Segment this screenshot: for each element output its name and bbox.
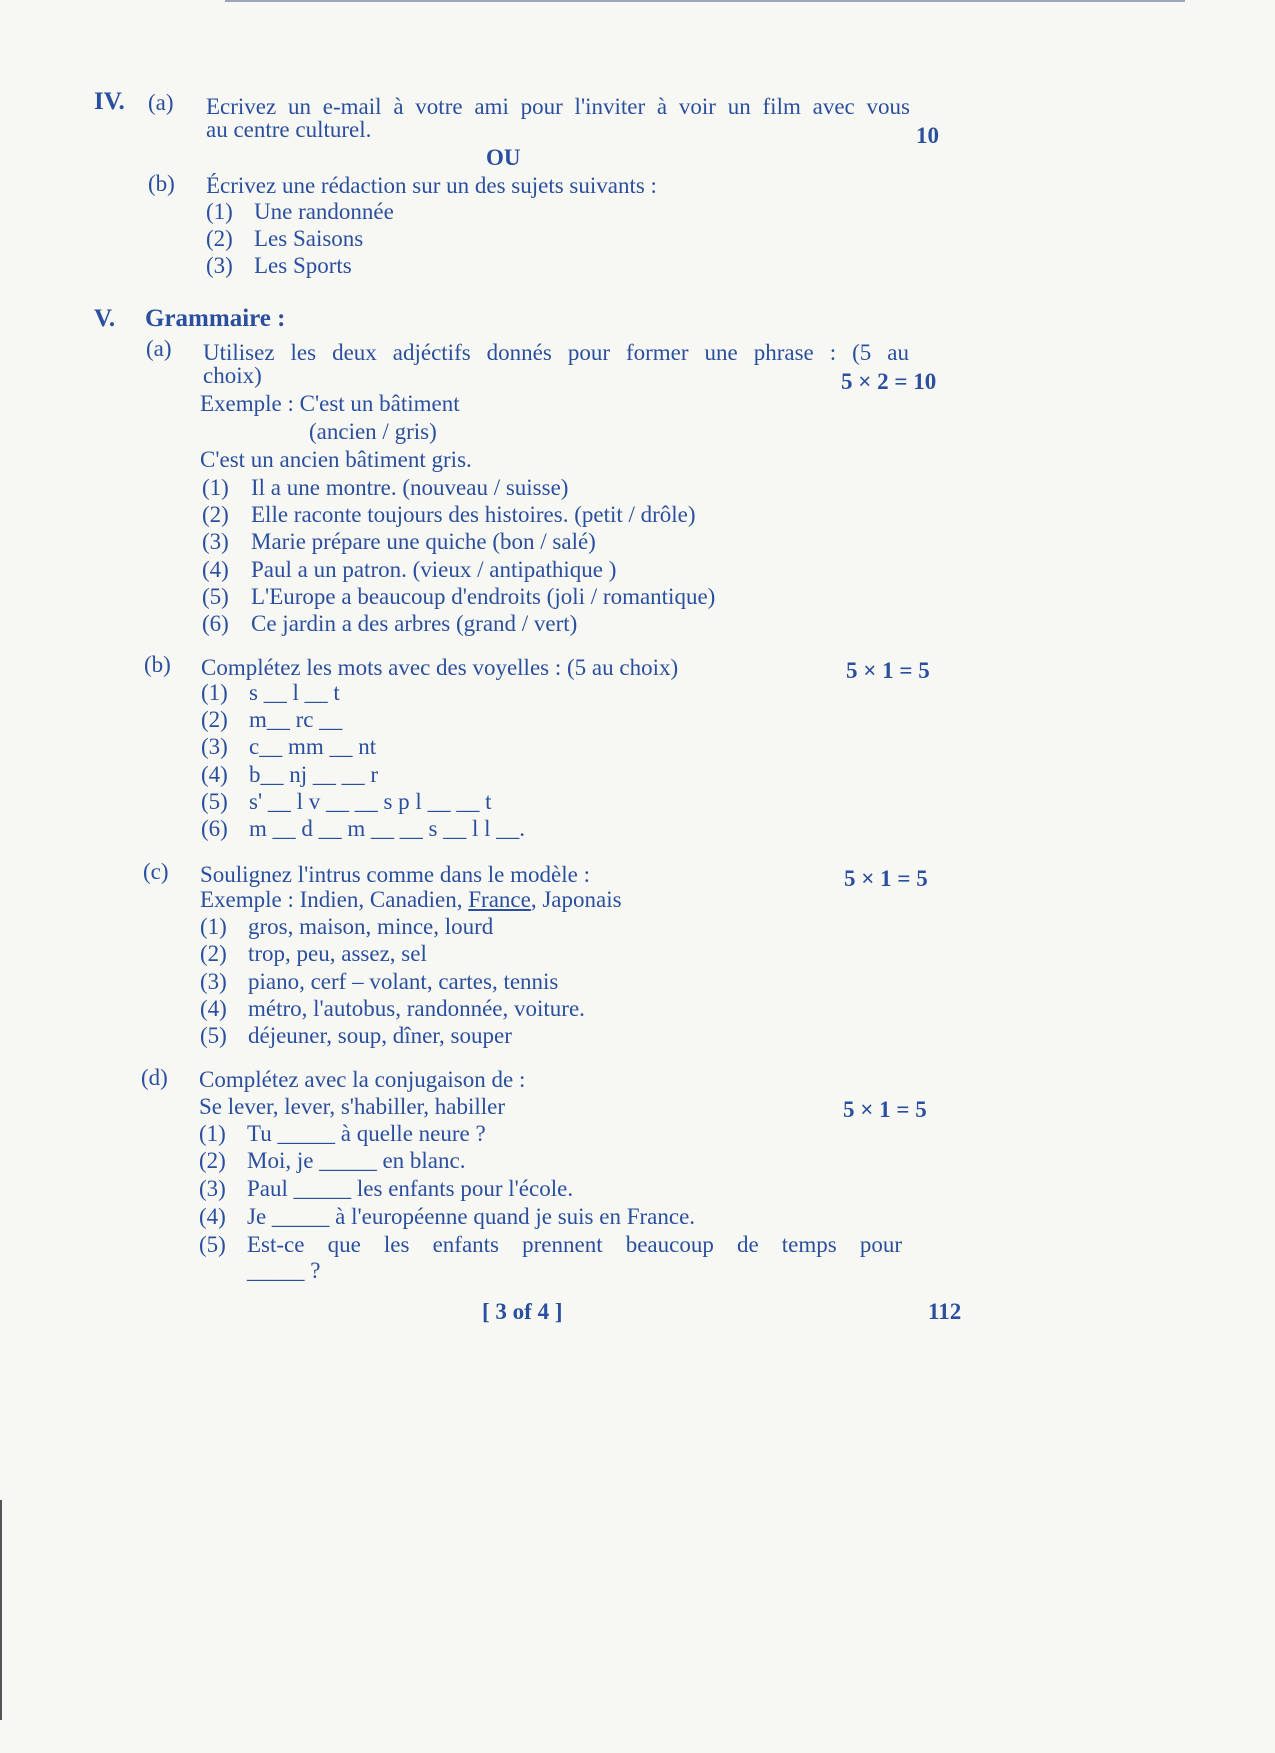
section-5b-item-text: m__ rc __ xyxy=(249,707,343,732)
section-5a-item-n: (5) xyxy=(202,584,229,609)
section-5c-item-text: déjeuner, soup, dîner, souper xyxy=(248,1023,512,1048)
section-5d-line2: Se lever, lever, s'habiller, habiller xyxy=(199,1094,506,1119)
section-4-number: IV. xyxy=(94,88,125,115)
section-5a-item-text: L'Europe a beaucoup d'endroits (joli / romantique) xyxy=(251,584,716,609)
page-number: [ 3 of 4 ] xyxy=(482,1299,563,1324)
section-5d-item-text: Paul _____ les enfants pour l'école. xyxy=(247,1176,574,1201)
section-5c-item-n: (2) xyxy=(200,941,227,966)
section-5d-marks: 5 × 1 = 5 xyxy=(843,1097,927,1122)
section-5-number: V. xyxy=(94,305,116,332)
section-4b-item-n: (2) xyxy=(206,226,233,251)
section-4b-label: (b) xyxy=(148,171,175,196)
section-5a-item-n: (6) xyxy=(202,611,229,636)
section-5c-example xyxy=(200,886,622,914)
section-5d-item-n: (4) xyxy=(199,1204,226,1229)
section-5c-line: Soulignez l'intrus comme dans le modèle : xyxy=(200,862,590,887)
section-5b-item-n: (5) xyxy=(201,789,228,814)
section-4b-item-text: Les Sports xyxy=(254,253,352,278)
section-5a-item-n: (1) xyxy=(202,475,229,500)
section-4a-marks: 10 xyxy=(916,123,939,148)
section-5c-item-text: gros, maison, mince, lourd xyxy=(248,914,494,939)
section-5b-item-text: s __ l __ t xyxy=(249,680,340,705)
section-5a-item-n: (3) xyxy=(202,529,229,554)
section-5d-item-text: Je _____ à l'européenne quand je suis en France. xyxy=(247,1204,696,1229)
section-5b-marks: 5 × 1 = 5 xyxy=(846,658,930,683)
section-5d-item-n: (2) xyxy=(199,1148,226,1173)
section-4b-line: Écrivez une rédaction sur un des sujets suivants : xyxy=(206,173,657,198)
paper-code: 112 xyxy=(928,1299,962,1324)
section-5c-item-n: (1) xyxy=(200,914,227,939)
section-5c-label: (c) xyxy=(143,859,169,884)
section-5c-example-post: , Japonais xyxy=(530,887,622,912)
section-4b-item-n: (1) xyxy=(206,199,233,224)
section-5b-item-text: m __ d __ m __ __ s __ l l __. xyxy=(249,816,526,841)
section-5a-item-text: Paul a un patron. (vieux / antipathique ) xyxy=(251,557,617,582)
section-4b-item-text: Une randonnée xyxy=(254,199,394,224)
section-5a-example: Exemple : C'est un bâtiment xyxy=(200,391,460,416)
section-5d-item-n: (3) xyxy=(199,1176,226,1201)
section-5b-line: Complétez les mots avec des voyelles : (5 au choix) xyxy=(201,655,679,680)
section-5d-item-n: (5) xyxy=(199,1232,226,1257)
section-5c-item-n: (3) xyxy=(200,969,227,994)
section-5a-item-text: Il a une montre. (nouveau / suisse) xyxy=(251,475,569,500)
section-5b-item-text: b__ nj __ __ r xyxy=(249,762,379,787)
section-5d-item-text: Est-ce que les enfants prennent beaucoup de temps pour xyxy=(247,1232,902,1257)
section-5a-example-adjectives: (ancien / gris) xyxy=(309,419,437,444)
section-5c-example-underlined: France xyxy=(468,887,531,912)
section-5d-item-text: Moi, je _____ en blanc. xyxy=(247,1148,466,1173)
section-4a-line1: Ecrivez un e-mail à votre ami pour l'inviter à voir un film avec vous xyxy=(206,94,910,119)
section-5a-item-text: Marie prépare une quiche (bon / salé) xyxy=(251,529,596,554)
section-5c-item-text: trop, peu, assez, sel xyxy=(248,941,427,966)
section-5a-marks: 5 × 2 = 10 xyxy=(841,369,937,394)
section-5b-item-n: (1) xyxy=(201,680,228,705)
section-5b-item-text: c__ mm __ nt xyxy=(249,734,377,759)
section-5d-item-n: (1) xyxy=(199,1121,226,1146)
or-separator: OU xyxy=(486,145,521,170)
section-5c-item-n: (5) xyxy=(200,1023,227,1048)
section-4b-item-text: Les Saisons xyxy=(254,226,364,251)
section-5a-item-n: (2) xyxy=(202,502,229,527)
section-5a-line1: Utilisez les deux adjéctifs donnés pour former une phrase : (5 au xyxy=(203,340,909,365)
section-5a-line2: choix) xyxy=(203,363,262,388)
section-5b-item-n: (6) xyxy=(201,816,228,841)
section-4a-line2: au centre culturel. xyxy=(206,117,372,142)
section-5b-item-n: (2) xyxy=(201,707,228,732)
section-5b-label: (b) xyxy=(144,652,171,677)
section-5a-item-text: Ce jardin a des arbres (grand / vert) xyxy=(251,611,578,636)
section-5c-example-pre: Exemple : Indien, Canadien, xyxy=(200,887,469,912)
section-5d-item-text: Tu _____ à quelle neure ? xyxy=(247,1121,486,1146)
section-4a-label: (a) xyxy=(148,90,174,115)
section-4b-item-n: (3) xyxy=(206,253,233,278)
section-5d-item5-continuation: _____ ? xyxy=(247,1258,321,1283)
section-5c-item-text: piano, cerf – volant, cartes, tennis xyxy=(248,969,559,994)
section-5d-line1: Complétez avec la conjugaison de : xyxy=(199,1067,526,1092)
section-5a-item-text: Elle raconte toujours des histoires. (petit / drôle) xyxy=(251,502,696,527)
section-5b-item-n: (3) xyxy=(201,734,228,759)
section-5a-label: (a) xyxy=(146,336,172,361)
section-5-title: Grammaire : xyxy=(145,305,286,332)
section-5b-item-n: (4) xyxy=(201,762,228,787)
section-5d-label: (d) xyxy=(141,1065,168,1090)
section-5a-example-answer: C'est un ancien bâtiment gris. xyxy=(200,447,472,472)
section-5c-item-text: métro, l'autobus, randonnée, voiture. xyxy=(248,996,585,1021)
section-5a-item-n: (4) xyxy=(202,557,229,582)
section-5c-marks: 5 × 1 = 5 xyxy=(844,866,928,891)
section-5b-item-text: s' __ l v __ __ s p l __ __ t xyxy=(249,789,492,814)
section-5c-item-n: (4) xyxy=(200,996,227,1021)
